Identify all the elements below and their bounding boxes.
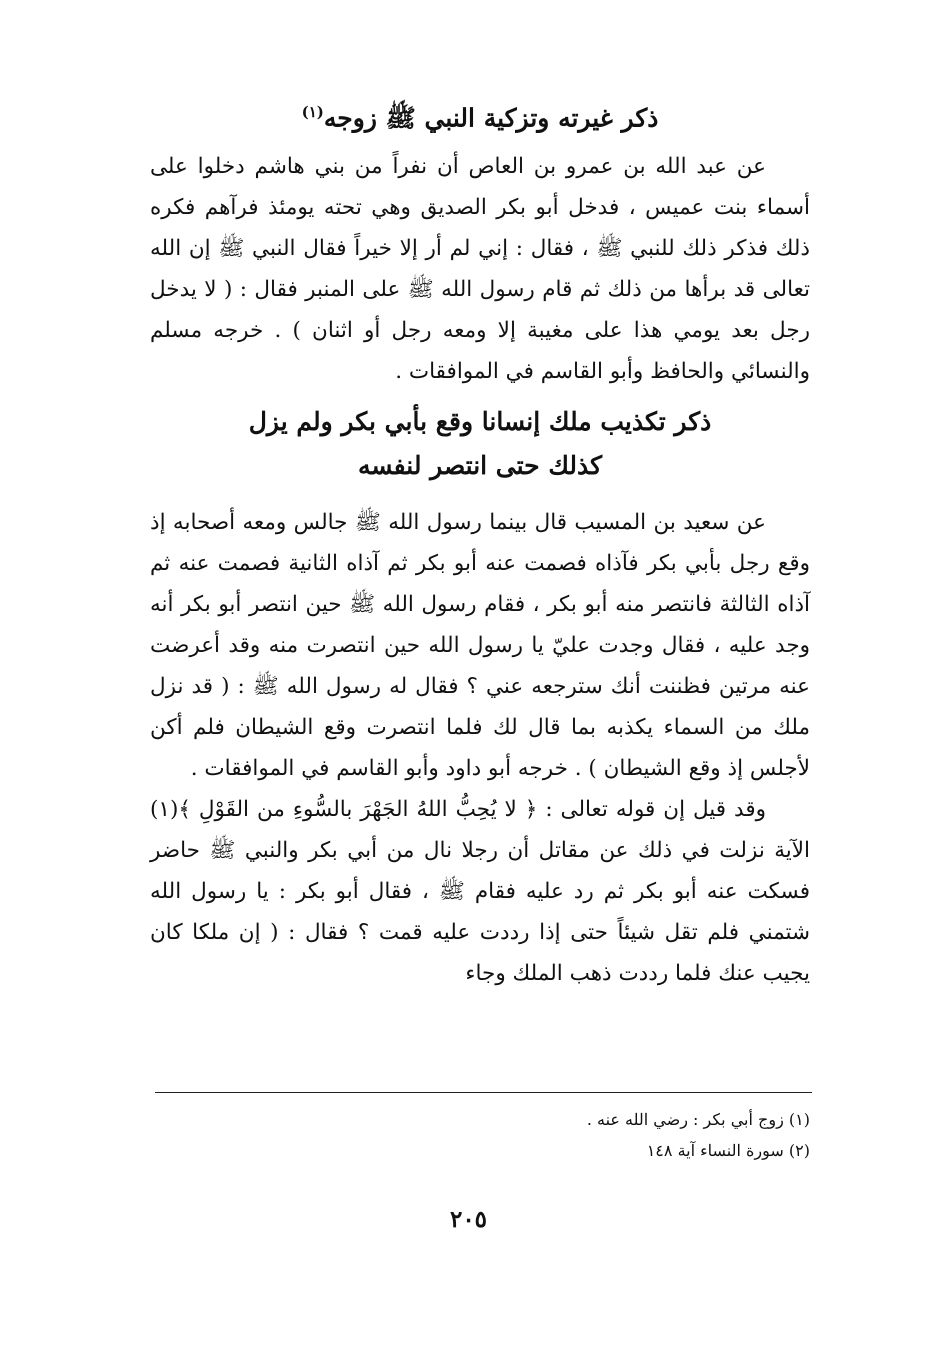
section1-title: ذكر غيرته وتزكية النبي ﷺ زوجه: [323, 103, 659, 133]
section1-heading: [150, 90, 810, 140]
footnote-divider: [155, 1092, 812, 1093]
section2-heading: [150, 400, 810, 488]
section1-footnote-ref: (١): [301, 103, 324, 121]
page-number: ٢٠٥: [449, 1206, 488, 1233]
footnote-1: (١) زوج أبي بكر : رضي الله عنه .: [586, 1110, 810, 1129]
section2-title-line2: كذلك حتى انتصر لنفسه: [357, 451, 603, 481]
section2-paragraph: عن سعيد بن المسيب قال بينما رسول الله ﷺ جالس ومعه أصحابه إذ وقع رجل بأبي بكر فآذاه فصمت عنه أبو بكر ثم آذاه الثانية فصمت عنه ثم آذاه الثالثة فانتصر منه أبو بكر ، فقام رسول الله ﷺ حين انتصر أبو بكر أنه وجد عليه ، فقال وجدت عليّ يا رسول الله حين انتصرت منه وقد أعرضت عنه مرتين فظننت أنك سترجعه عني ؟ فقال له رسول الله ﷺ : ( قد نزل ملك من السماء يكذبه بما قال لك فلما انتصرت وقع الشيطان فلم أكن لأجلس إذ وقع الشيطان ) . خرجه أبو داود وأبو القاسم في الموافقات .: [150, 510, 810, 782]
page-content: [150, 90, 810, 994]
section2-title-line1: ذكر تكذيب ملك إنسانا وقع بأبي بكر ولم يزل: [248, 407, 712, 437]
footnote-2: (٢) سورة النساء آية ١٤٨: [646, 1141, 810, 1160]
section1-paragraph: عن عبد الله بن عمرو بن العاص أن نفراً من بني هاشم دخلوا على أسماء بنت عميس ، فدخل أبو بكر الصديق وهي تحته يومئذ فرآهم فكره ذلك فذكر ذلك للنبي ﷺ ، فقال : إني لم أر إلا خيراً فقال النبي ﷺ إن الله تعالى قد برأها من ذلك ثم قام رسول الله ﷺ على المنبر فقال : ( لا يدخل رجل بعد يومي هذا على مغيبة إلا ومعه رجل أو اثنان ) . خرجه مسلم والنسائي والحافظ وأبو القاسم في الموافقات .: [150, 154, 810, 385]
section2-paragraph-2: وقد قيل إن قوله تعالى : ﴿ لا يُحِبُّ اللهُ الجَهْرَ بالسُّوءِ من القَوْلِ ﴾(١) الآية نزلت في ذلك عن مقاتل أن رجلا نال من أبي بكر والنبي ﷺ حاضر فسكت عنه أبو بكر ثم رد عليه فقام ﷺ ، فقال أبو بكر : يا رسول الله شتمني فلم تقل شيئاً حتى إذا رددت عليه قمت ؟ فقال : ( إن ملكا كان يجيب عنك فلما رددت ذهب الملك وجاء: [150, 797, 810, 987]
footnotes: [150, 1104, 810, 1166]
